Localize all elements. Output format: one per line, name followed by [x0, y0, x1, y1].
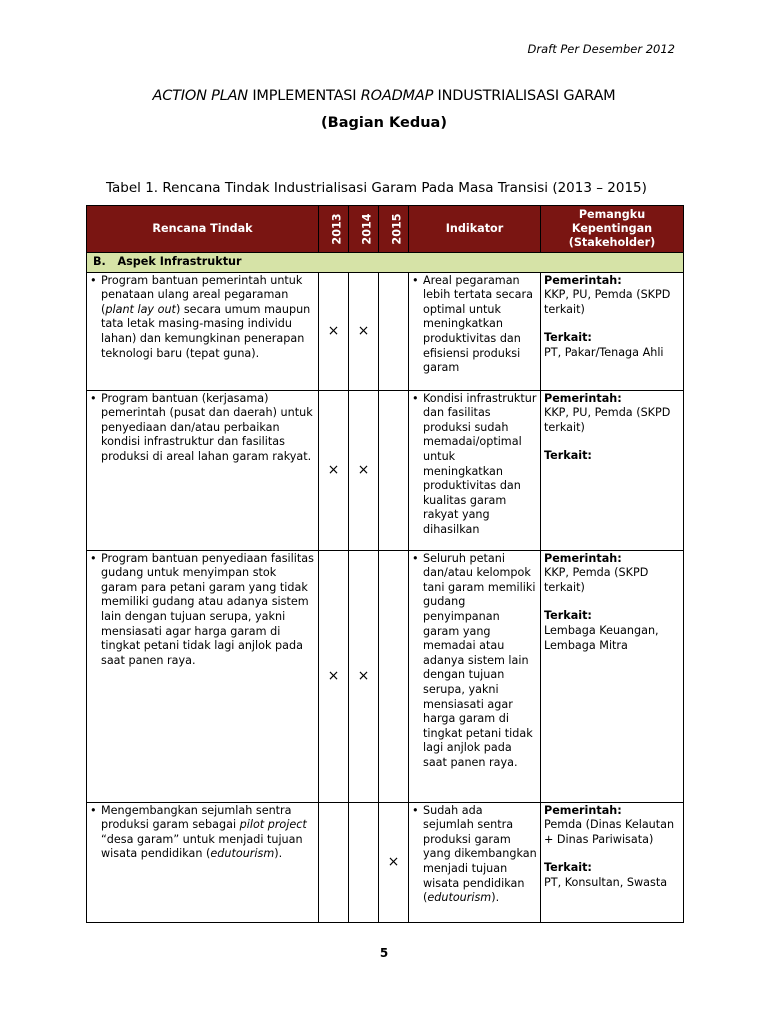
document-subtitle: (Bagian Kedua)	[321, 115, 447, 131]
action-cell	[87, 550, 319, 802]
table-caption: Tabel 1. Rencana Tindak Industrialisasi Garam Pada Masa Transisi (2013 – 2015)	[106, 180, 647, 196]
bullet-icon: •	[412, 803, 419, 817]
title-part-roadmap: ROADMAP	[360, 88, 434, 104]
header-year-2015: 2015	[379, 206, 409, 253]
action-text: Program bantuan penyediaan fasilitas gudang untuk menyimpan stok garam para petani garam yang tidak memiliki gudang atau adanya sistem lain dengan tujuan serupa, yakni mensiasati agar harga garam di tingkat petani tidak lagi anjlok pada saat panen raya.	[101, 551, 314, 667]
indicator-cell	[409, 802, 541, 922]
bullet-icon: •	[90, 273, 97, 287]
table-row	[87, 272, 684, 390]
gov-label: Pemerintah:	[544, 551, 622, 565]
year-2015-cell	[379, 550, 409, 802]
gov-text: KKP, PU, Pemda (SKPD terkait)	[544, 288, 671, 316]
bullet-icon: •	[90, 803, 97, 817]
year-2014-cell: ×	[349, 272, 379, 390]
related-text: PT, Pakar/Tenaga Ahli	[544, 345, 664, 359]
page-number: 5	[379, 946, 389, 960]
indicator-text: Areal pegaraman lebih tertata secara optimal untuk meningkatkan produktivitas dan efisiensi produksi garam	[423, 273, 533, 375]
year-2014-cell	[349, 802, 379, 922]
action-plan-table	[86, 205, 684, 923]
table-row	[87, 390, 684, 550]
indicator-cell	[409, 272, 541, 390]
title-part-implementasi: IMPLEMENTASI	[247, 88, 361, 104]
action-cell	[87, 390, 319, 550]
bullet-icon: •	[412, 551, 419, 565]
year-2015-cell	[379, 272, 409, 390]
table-row	[87, 802, 684, 922]
document-title	[0, 88, 768, 104]
header-indicator: Indikator	[409, 206, 541, 253]
gov-label: Pemerintah:	[544, 803, 622, 817]
gov-text: KKP, Pemda (SKPD terkait)	[544, 566, 649, 594]
year-2014-cell: ×	[349, 550, 379, 802]
header-stakeholder: Pemangku Kepentingan (Stakeholder)	[541, 206, 684, 253]
gov-text: Pemda (Dinas Kelautan + Dinas Pariwisata)	[544, 818, 675, 846]
indicator-cell	[409, 550, 541, 802]
stakeholder-cell	[541, 550, 684, 802]
action-text: Mengembangkan sejumlah sentra produksi garam sebagai pilot project “desa garam” untuk menjadi tujuan wisata pendidikan (edutourism).	[101, 803, 307, 861]
action-text: Program bantuan (kerjasama) pemerintah (pusat dan daerah) untuk penyediaan dan/atau perbaikan kondisi infrastruktur dan fasilitas produksi di areal lahan garam rakyat.	[101, 391, 313, 463]
related-label: Terkait:	[544, 861, 592, 875]
related-label: Terkait:	[544, 331, 592, 345]
indicator-text: Seluruh petani dan/atau kelompok tani garam memiliki gudang penyimpanan garam yang memadai atau adanya sistem lain dengan tujuan serupa, yakni mensiasati agar harga garam di tingkat petani tidak lagi anjlok pada saat panen raya.	[423, 551, 536, 769]
indicator-text: Kondisi infrastruktur dan fasilitas produksi sudah memadai/optimal untuk meningkatkan produktivitas dan kualitas garam rakyat yang dihasilkan	[423, 391, 537, 536]
bullet-icon: •	[90, 551, 97, 565]
gov-label: Pemerintah:	[544, 391, 622, 405]
draft-label: Draft Per Desember 2012	[527, 42, 675, 56]
title-part-action-plan: ACTION PLAN	[152, 88, 248, 104]
section-title: B. Aspek Infrastruktur	[87, 253, 684, 273]
related-label: Terkait:	[544, 609, 592, 623]
related-text: Lembaga Keuangan, Lembaga Mitra	[544, 623, 659, 652]
bullet-icon: •	[412, 273, 419, 287]
header-year-2013: 2013	[319, 206, 349, 253]
gov-text: KKP, PU, Pemda (SKPD terkait)	[544, 406, 671, 434]
bullet-icon: •	[412, 391, 419, 405]
year-2013-cell: ×	[319, 390, 349, 550]
indicator-cell	[409, 390, 541, 550]
action-cell	[87, 272, 319, 390]
table-header-row	[87, 206, 684, 253]
related-text: PT, Konsultan, Swasta	[544, 875, 668, 889]
table-row	[87, 550, 684, 802]
year-2014-cell: ×	[349, 390, 379, 550]
stakeholder-cell	[541, 802, 684, 922]
section-row	[87, 253, 684, 273]
header-year-2014: 2014	[349, 206, 379, 253]
bullet-icon: •	[90, 391, 97, 405]
year-2015-cell: ×	[379, 802, 409, 922]
action-cell	[87, 802, 319, 922]
year-2013-cell	[319, 802, 349, 922]
year-2013-cell: ×	[319, 272, 349, 390]
stakeholder-cell	[541, 390, 684, 550]
gov-label: Pemerintah:	[544, 273, 622, 287]
indicator-text: Sudah ada sejumlah sentra produksi garam yang dikembangkan menjadi tujuan wisata pendidikan (edutourism).	[423, 803, 537, 905]
stakeholder-cell	[541, 272, 684, 390]
title-part-end: INDUSTRIALISASI GARAM	[433, 88, 616, 104]
year-2013-cell: ×	[319, 550, 349, 802]
related-label: Terkait:	[544, 449, 592, 463]
header-action: Rencana Tindak	[87, 206, 319, 253]
action-text: Program bantuan pemerintah untuk penataan ulang areal pegaraman (plant lay out) secara umum maupun tata letak masing-masing individu lahan) dan kemungkinan penerapan teknologi baru (tepat guna).	[101, 273, 311, 360]
year-2015-cell	[379, 390, 409, 550]
